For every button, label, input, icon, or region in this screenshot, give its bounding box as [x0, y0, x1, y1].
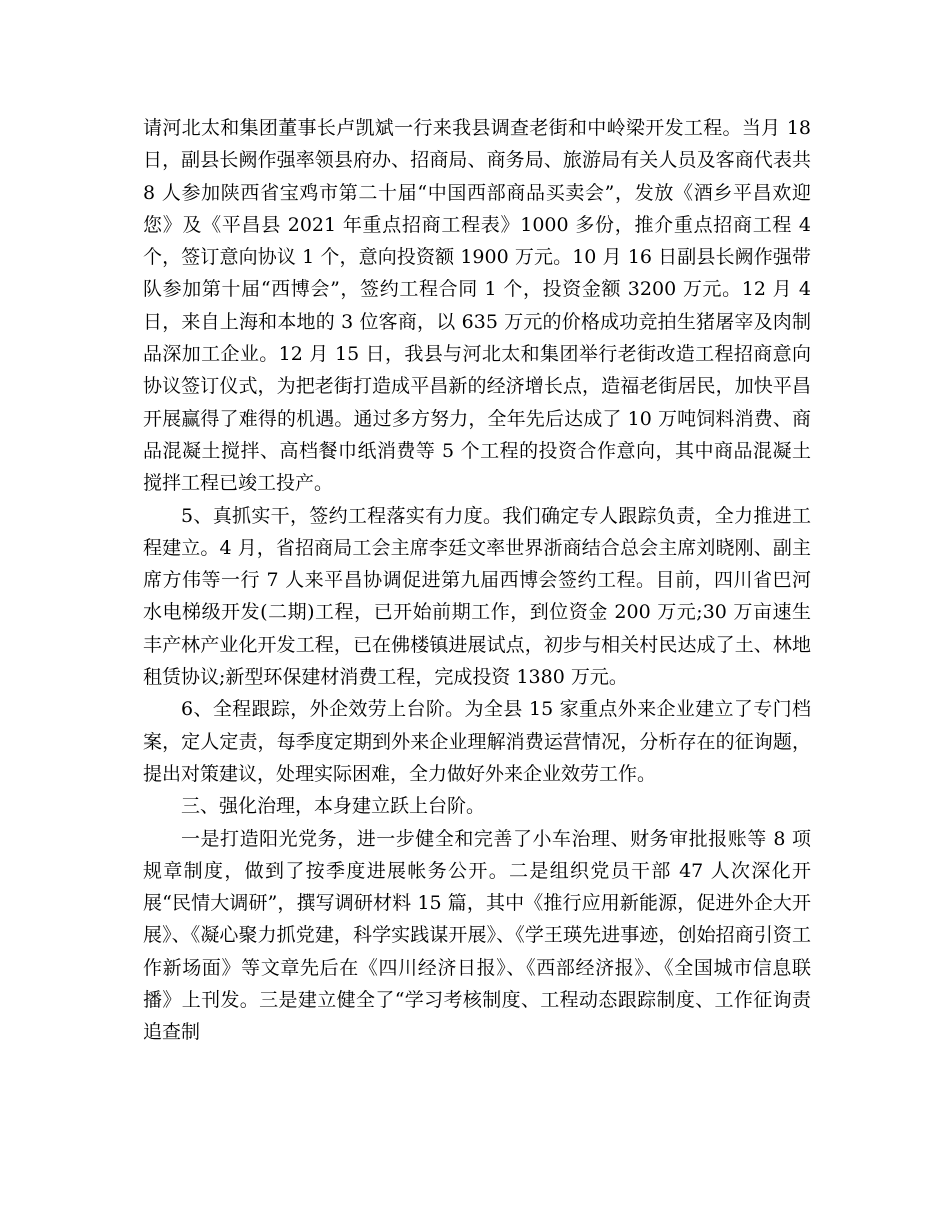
paragraph-item-6: 6、全程跟踪，外企效劳上台阶。为全县 15 家重点外来企业建立了专门档案，定人定责，每季度定期到外来企业理解消费运营情况，分析存在的征询题，提出对策建议，处理实际困难，全力做好外来企业效劳工作。	[143, 698, 811, 785]
paragraph-item-5: 5、真抓实干，签约工程落实有力度。我们确定专人跟踪负责，全力推进工程建立。4 月，省招商局工会主席李廷文率世界浙商结合总会主席刘晓刚、副主席方伟等一行 7 人来平昌协调促进第九届西博会签约工程。目前，四川省巴河水电梯级开发(二期)工程，已开始前期工作，到位资金 200 万元;30 万亩速生丰产林产业化开发工程，已在佛楼镇进展试点，初步与相关村民达成了土、林地租赁协议;新型环保建材消费工程，完成投资 1380 万元。	[143, 504, 811, 689]
paragraph-continuation: 请河北太和集团董事长卢凯斌一行来我县调查老街和中岭梁开发工程。当月 18 日，副县长阙作强率领县府办、招商局、商务局、旅游局有关人员及客商代表共 8 人参加陕西省宝鸡市第二十届“中国西部商品买卖会”，发放《酒乡平昌欢迎您》及《平昌县 2021 年重点招商工程表》1000 多份，推介重点招商工程 4 个，签订意向协议 1 个，意向投资额 1900 万元。10 月 16 日副县长阙作强带队参加第十届“西博会”，签约工程合同 1 个，投资金额 3200 万元。12 月 4 日，来自上海和本地的 3 位客商，以 635 万元的价格成功竞拍生猪屠宰及肉制品深加工企业。12 月 15 日，我县与河北太和集团举行老街改造工程招商意向协议签订仪式，为把老街打造成平昌新的经济增长点，造福老街居民，加快平昌开展赢得了难得的机遇。通过多方努力，全年先后达成了 10 万吨饲料消费、商品混凝土搅拌、高档餐巾纸消费等 5 个工程的投资合作意向，其中商品混凝土搅拌工程已竣工投产。	[143, 117, 811, 495]
paragraph-section-body: 一是打造阳光党务，进一步健全和完善了小车治理、财务审批报账等 8 项规章制度，做到了按季度进展帐务公开。二是组织党员干部 47 人次深化开展“民情大调研”，撰写调研材料 15 篇，其中《推行应用新能源，促进外企大开展》、《凝心聚力抓党建，科学实践谋开展》、《学王瑛先进事迹，创始招商引资工作新场面》等文章先后在《四川经济日报》、《西部经济报》、《全国城市信息联播》上刊发。三是建立健全了“学习考核制度、工程动态跟踪制度、工作征询责追查制	[143, 827, 811, 1044]
document-page	[143, 112, 811, 1049]
section-heading: 三、强化治理，本身建立跃上台阶。	[181, 795, 486, 818]
